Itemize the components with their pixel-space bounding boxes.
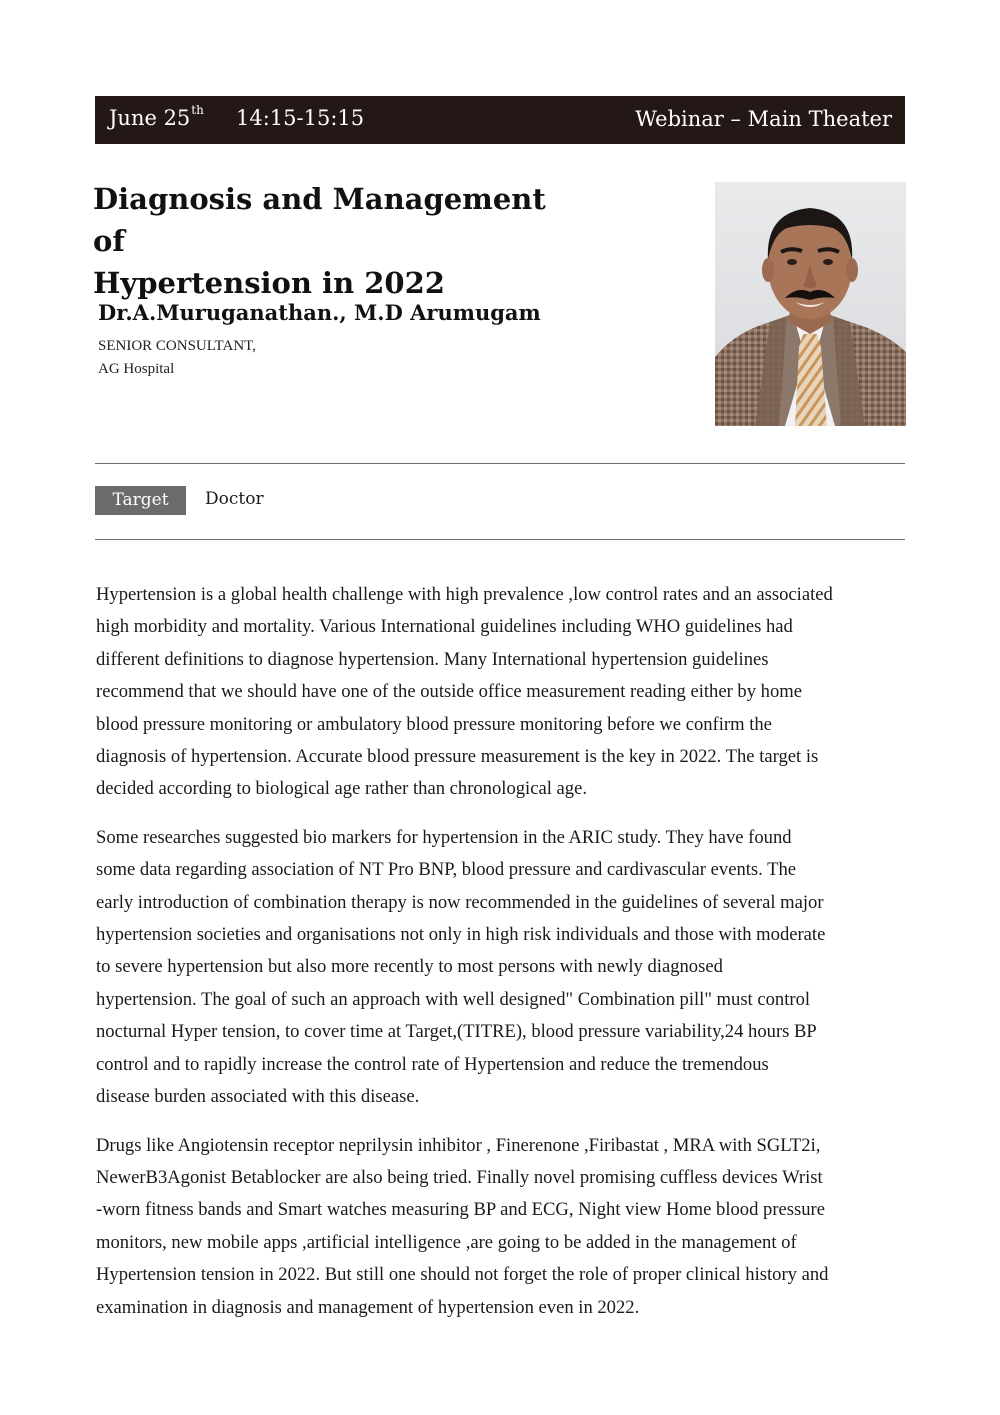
- divider-top: [95, 463, 905, 464]
- lecture-title-line-2: Hypertension in 2022: [93, 266, 445, 300]
- session-time: 14:15-15:15: [236, 106, 365, 130]
- speaker-organization: AG Hospital: [98, 361, 175, 377]
- target-label-badge: Target: [95, 486, 186, 515]
- session-venue: Webinar – Main Theater: [635, 107, 892, 131]
- session-date-day: June 25: [109, 106, 191, 130]
- speaker-name: Dr.A.Muruganathan., M.D Arumugam: [98, 300, 541, 325]
- target-audience: Doctor: [205, 489, 264, 509]
- session-header-bar: [95, 96, 905, 144]
- divider-bottom: [95, 539, 905, 540]
- abstract-paragraph-3: Drugs like Angiotensin receptor neprilysin inhibitor , Finerenone ,Firibastat , MRA with SGLT2i, NewerB3Agonist Betablocker are also being tried. Finally novel promising cuffless devices Wrist -worn fitness bands and Smart watches measuring BP and ECG, Night view Home blood pressure monitors, new mobile apps ,artificial intelligence ,are going to be added in the management of Hypertension tension in 2022. But still one should not forget the role of proper clinical history and examination in diagnosis and management of hypertension even in 2022.: [96, 1134, 829, 1318]
- session-date-suffix: th: [191, 103, 204, 117]
- abstract-paragraph-2: Some researches suggested bio markers for hypertension in the ARIC study. They have found some data regarding association of NT Pro BNP, blood pressure and cardivascular events. The early introduction of combination therapy is now recommended in the guidelines of several major hypertension societies and organisations not only in high risk individuals and those with moderate to severe hypertension but also more recently to most persons with newly diagnosed hypertension. The goal of such an approach with well designed" Combination pill" must control nocturnal Hyper tension, to cover time at Target,(TITRE), blood pressure variability,24 hours BP control and to rapidly increase the control rate of Hypertension and reduce the tremendous disease burden associated with this disease.: [96, 826, 826, 1108]
- speaker-photo: [715, 182, 906, 426]
- speaker-role: SENIOR CONSULTANT,: [98, 338, 256, 354]
- lecture-title-line-1: Diagnosis and Management of: [93, 182, 546, 258]
- abstract-body: [96, 579, 908, 1340]
- session-date: [109, 103, 204, 130]
- lecture-title: [93, 178, 563, 304]
- abstract-paragraph-1: Hypertension is a global health challenge with high prevalence ,low control rates and an associated high morbidity and mortality. Various International guidelines including WHO guidelines had different definitions to diagnose hypertension. Many International hypertension guidelines recommend that we should have one of the outside office measurement reading either by home blood pressure monitoring or ambulatory blood pressure monitoring before we confirm the diagnosis of hypertension. Accurate blood pressure measurement is the key in 2022. The target is decided according to biological age rather than chronological age.: [96, 584, 833, 800]
